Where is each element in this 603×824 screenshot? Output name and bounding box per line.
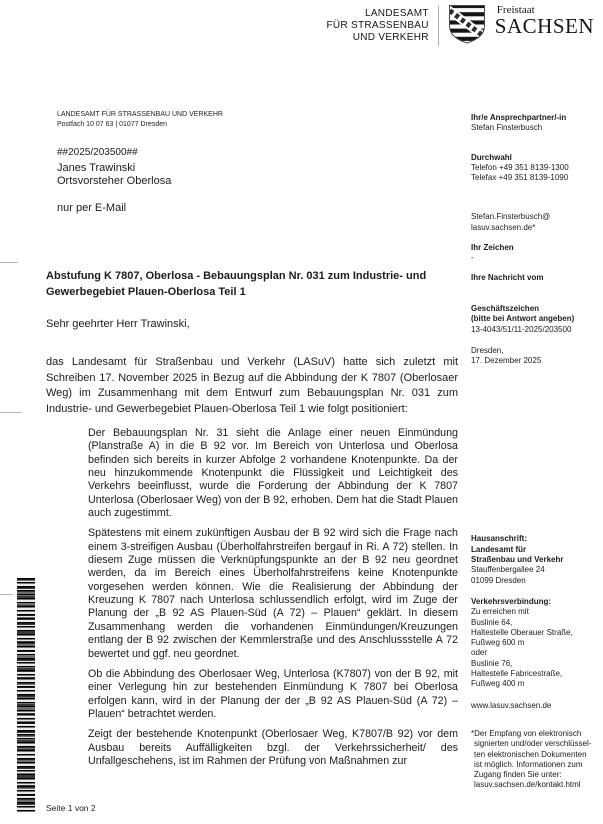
agency-name [327,4,429,44]
agency-line: LANDESAMT [364,8,429,19]
street-address-line: Stauffenbergallee 24 [471,565,545,575]
email-address [471,212,595,233]
subject-line: Abstufung K 7807, Oberlosa - Bebauungsplan Nr. 031 zum Industrie- und Gewerbegebiet Plauen-Oberlosa Teil 1 [46,270,427,298]
footnote-line: *Der Empfang von elektronisch [471,728,582,738]
recipient-code: ##2025/203500## [57,147,138,158]
letter-date: 17. Dezember 2025 [471,356,542,366]
quote-paragraph: Zeigt der bestehende Knotenpunkt (Oberlosaer Weg, K7807/B 92) vor dem Ausbau bereits Auffälligkeiten bzgl. der Verkehrssicherheit/ des Unfallgeschehens, ist im Rahmen der Prüfung von Maßnahmen zur [88,728,458,767]
letterhead [327,4,595,46]
footnote-line: ist möglich. Informationen zum [474,759,583,769]
dial-label: Durchwahl [471,152,512,162]
quote-paragraph: Spätestens mit einem zukünftigen Ausbau der B 92 wird sich die Frage nach einem 3-streifigen Ausbau (Überholfahrstreifen bergauf in Ri. A 72) stellen. In diesem Zuge müssen die Verknüpfungspunkte an der B 92 neu geordnet werden, da im Bereich eines Überholfahrstreifens keine Knotenpunkte vorgesehen werden können. Wie die Realisierung der Abbindung der Kreuzung K 7807 nach Unterlosa schlussendlich erfolgt, wird im Zuge der Planung der „B 92 AS Plauen-Süd (A 72) – Plauen“ geklärt. In diesem Zusammenhang werden die vorhandenen Einmündungen/Kreuzungen entlang der B 92 zwischen der Kemmlerstraße und des Anschlussstelle A 72 bewertet und ggf. neu geordnet. [88,527,458,660]
fax-number: Telefax +49 351 8139-1090 [471,173,569,183]
recipient-name: Janes Trawinski [57,162,136,174]
file-reference-note: (bitte bei Antwort angeben) [471,314,575,324]
file-reference-label: Geschäftszeichen [471,303,540,313]
fold-mark-bottom [0,594,13,595]
footnote-line: Zugang finden Sie unter: [474,770,562,780]
your-reference-value: - [471,253,474,263]
contact-name: Stefan Finsterbusch [471,123,543,133]
saxony-coat-of-arms-icon [448,4,486,45]
footnote-line: signierten und/oder verschlüssel- [474,739,592,749]
intro-paragraph: das Landesamt für Straßenbau und Verkehr (LASuV) hatte sich zuletzt mit Schreiben 17. November 2025 in Bezug auf die Abbindung der K 7807 (Oberlosaer Weg) im Zusammenhang mit dem Entwurf zum Bebauungsplan Nr. 031 zum Industrie- und Gewerbegebiet Plauen-Oberlosa Teil 1 wie folgt positioniert: [46,356,458,415]
transport-line: Haltestelle Oberauer Straße, [471,627,573,637]
footnote-line: ten elektronischen Dokumenten [474,749,587,759]
email-line: Stefan.Finsterbusch@ [471,212,551,222]
your-message-label: Ihre Nachricht vom [471,272,544,282]
transport-line: Zu erreichen mit [471,607,529,617]
sender-line-2: Postfach 10 07 63 | 01077 Dresden [57,120,168,128]
transport-line: Fußweg 600 m [471,638,525,648]
transport-line: Buslinie 64, [471,617,513,627]
email-line: lasuv.sachsen.de* [471,222,536,232]
agency-line: FÜR STRASSENBAU [326,20,429,31]
recipient-block [57,146,171,215]
state-wordmark-small: Freistaat [496,4,535,16]
quote-paragraph: Der Bebauungsplan Nr. 31 sieht die Anlage einer neuen Einmündung (Planstraße A) in die B 92 vor. Im Bereich von Unterlosa und Oberlosa befinden sich bereits in kurzer Abfolge 2 vorhandene Knotenpunkte. Da der neu hinzukommende Knotenpunkt die Flüssigkeit und Leichtigkeit des Verkehrs beeinflusst, wurde die Forderung der Abbindung der K 7807 Unterlosa (Oberlosaer Weg) von der B 92, erhoben. Dem hat die Stadt Plauen auch zugestimmt. [88,427,458,520]
quoted-position-block [88,427,458,775]
your-reference-label: Ihr Zeichen [471,243,514,253]
transport-line: Haltestelle Fabricestraße, [471,669,563,679]
phone-number: Telefon +49 351 8139-1300 [471,162,569,172]
state-wordmark-large: SACHSEN [494,14,594,38]
transport-label: Verkehrsverbindung: [471,596,552,606]
salutation: Sehr geehrter Herr Trawinski, [46,318,190,330]
street-address-line: 01099 Dresden [471,575,526,585]
letter-place: Dresden, [471,345,504,355]
street-address-label: Hausanschrift: [471,534,528,544]
electronic-documents-footnote [471,729,595,791]
transport-line: oder [471,648,488,658]
quote-paragraph: Ob die Abbindung des Oberlosaer Weg, Unterlosa (K7807) von der B 92, mit einer Verlegung hin zur bestehenden Einmündung K 7807 bei Oberlosa erfolgen kann, wird in der Planung der der „B 92 AS Plauen-Süd (A 72) – Plauen“ betrachtet werden. [88,667,458,720]
file-reference-value: 13-4043/51/11-2025/203500 [471,324,572,334]
info-column [471,113,595,791]
delivery-note: nur per E-Mail [57,202,127,214]
letterhead-divider [438,6,439,46]
agency-line: UND VERKEHR [352,32,429,43]
street-address-org: Landesamt für [471,544,527,554]
state-wordmark [495,4,594,37]
sender-line-1: LANDESAMT FÜR STRASSENBAU UND VERKEHR [57,111,223,118]
fold-mark-top [0,262,18,263]
transport-line: Fußweg 400 m [471,679,525,689]
contact-label: Ihr/e Ansprechpartner/-in [471,113,567,122]
punch-mark [0,412,22,413]
recipient-role: Ortsvorsteher Oberlosa [57,175,172,187]
sender-return-address [57,110,223,129]
barcode [17,578,35,812]
website-url: www.lasuv.sachsen.de [471,700,552,710]
street-address-org: Straßenbau und Verkehr [471,555,564,565]
page-number: Seite 1 von 2 [46,803,96,813]
footnote-line: lasuv.sachsen.de/kontakt.html [474,780,581,790]
transport-line: Buslinie 76, [471,658,513,668]
